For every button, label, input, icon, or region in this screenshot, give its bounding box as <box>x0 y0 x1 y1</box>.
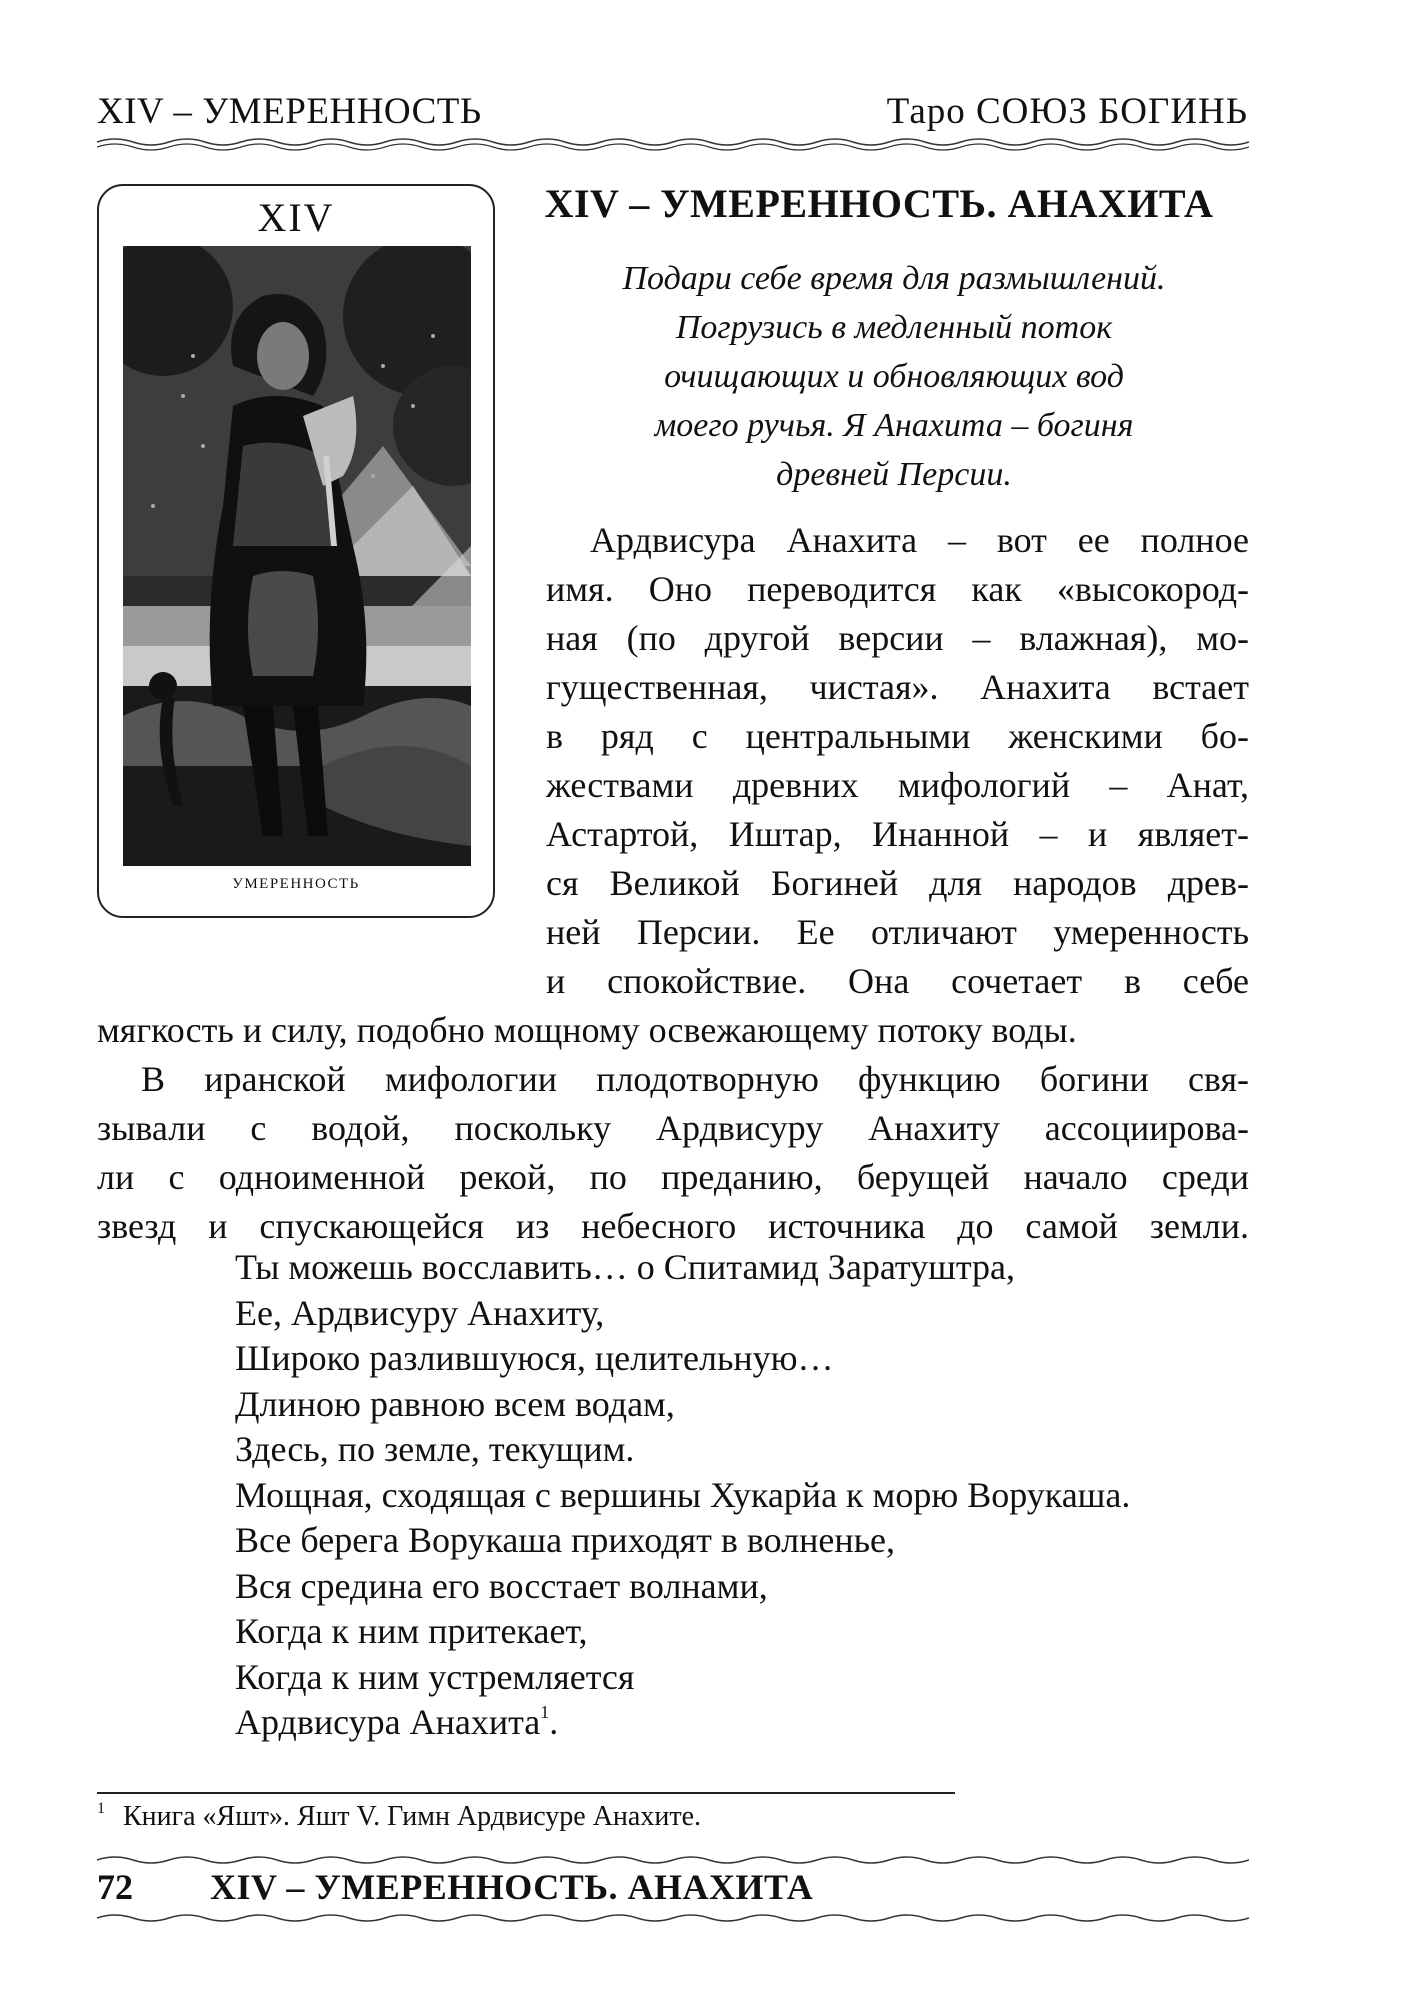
poem-line: Ее, Ардвисуру Анахиту, <box>235 1292 605 1333</box>
poem-line: Ты можешь восславить… о Спитамид Заратуштра, <box>235 1247 1015 1287</box>
poem-line: Когда к ним устремляется <box>235 1656 635 1697</box>
footnote <box>97 1800 701 1833</box>
text-line: Ардвисура Анахита – вот ее полное <box>590 520 1249 560</box>
poem-line: Все берега Ворукаша приходят в волненье, <box>235 1520 895 1560</box>
poem-line: Когда к ним притекает, <box>235 1611 588 1651</box>
footnote-reference[interactable]: 1 <box>540 1702 550 1722</box>
poem-line: Здесь, по земле, текущим. <box>235 1429 635 1469</box>
text-line: и спокойствие. Она сочетает в себе <box>546 961 1249 1001</box>
text-line: Астартой, Иштар, Инанной – и являет- <box>546 814 1249 854</box>
text-line: жествами древних мифологий – Анат, <box>546 765 1249 805</box>
page-number: 72 <box>97 1867 133 1907</box>
text-line: ней Персии. Ее отличают умеренность <box>546 912 1249 952</box>
text-line: ная (по другой версии – влажная), мо- <box>546 618 1249 658</box>
epigraph <box>540 254 1248 499</box>
text-line: ли с одноименной рекой, по преданию, берущей начало среди <box>97 1157 1249 1197</box>
footer-chapter-title: XIV – УМЕРЕННОСТЬ. АНАХИТА <box>210 1867 814 1907</box>
poem-line: Длиною равною всем водам, <box>235 1383 675 1424</box>
text-line: гущественная, чистая». Анахита встает <box>546 667 1249 707</box>
epigraph-line: древней Персии. <box>776 456 1012 493</box>
running-header-chapter: XIV – УМЕРЕННОСТЬ <box>97 91 482 132</box>
text-line: ся Великой Богиней для народов древ- <box>546 863 1249 903</box>
poem-last-line: Ардвисура Анахита$^1$. <box>235 1702 559 1742</box>
text-line: зывали с водой, поскольку Ардвисуру Анахиту ассоциирова- <box>97 1108 1249 1148</box>
footnote-text: Книга «Яшт». Яшт V. Гимн Ардвисуре Анахите. <box>123 1801 701 1832</box>
running-header-book-title: Таро СОЮЗ БОГИНЬ <box>886 91 1248 132</box>
card-numeral: XIV <box>257 195 335 240</box>
chapter-title: XIV – УМЕРЕННОСТЬ. АНАХИТА <box>544 181 1214 226</box>
text-line: в ряд с центральными женскими бо- <box>546 716 1249 756</box>
epigraph-line: очищающих и обновляющих вод <box>664 358 1124 395</box>
text-line: звезд и спускающейся из небесного источника до самой земли. <box>97 1206 1249 1246</box>
text-line: В иранской мифологии плодотворную функцию богини свя- <box>141 1059 1249 1099</box>
footnote-mark: 1 <box>97 1800 105 1817</box>
poem-line: Широко разлившуюся, целительную… <box>235 1338 834 1378</box>
tarot-card-illustration <box>97 184 495 918</box>
poem-line-text: Ардвисура Анахита <box>235 1702 541 1742</box>
footer-wave-divider-bottom <box>97 1910 1249 1926</box>
hymn-quotation <box>235 1245 1130 1746</box>
poem-line: Мощная, сходящая с вершины Хукарйа к морю Ворукаша. <box>235 1474 1131 1515</box>
text-line: мягкость и силу, подобно мощному освежающему потоку воды. <box>97 1010 1077 1050</box>
goddess-anahita-illustration <box>123 246 471 866</box>
text-line: имя. Оно переводится как «высокород- <box>546 569 1249 609</box>
epigraph-line: Подари себе время для размышлений. <box>622 260 1166 297</box>
poem-line: Вся средина его восстает волнами, <box>235 1565 768 1606</box>
epigraph-line: Погрузись в медленный поток <box>675 309 1113 346</box>
card-caption: УМЕРЕННОСТЬ <box>232 876 360 892</box>
epigraph-line: моего ручья. Я Анахита – богиня <box>654 407 1134 444</box>
footnote-divider <box>97 1792 955 1794</box>
header-wave-divider <box>97 136 1249 152</box>
